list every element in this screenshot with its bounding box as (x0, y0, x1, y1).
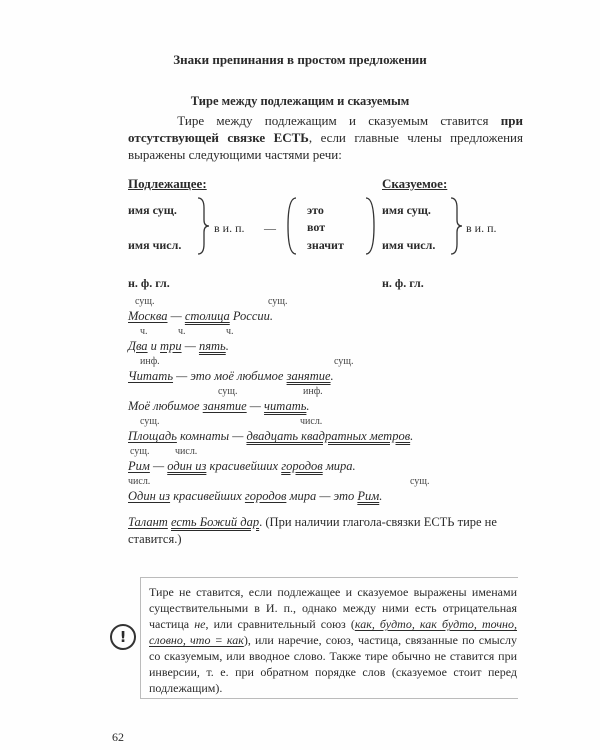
exlast-subject: Талант (128, 515, 168, 529)
example-5 (128, 429, 413, 444)
example-6 (128, 459, 356, 474)
example-1-label-1: сущ. (135, 296, 155, 307)
ex7-subject: Один из (128, 489, 171, 503)
example-6-label-2: числ. (175, 446, 198, 457)
example-1-label-2: сущ. (268, 296, 288, 307)
note-part-1: Тире не ставится, если подлежащее и сказуемое выражены именами существительными в И. п., однако между ними есть отрицательная частица (149, 585, 517, 631)
exlast-comment: . (При наличии глагола-связки ЕСТЬ тире не ставится.) (128, 515, 497, 546)
left-brace-icon (196, 196, 210, 256)
example-7-label-2: сущ. (410, 476, 430, 487)
example-4-label-2: инф. (303, 386, 323, 397)
middle-item-znachit: значит (307, 238, 344, 252)
warning-icon: ! (110, 624, 136, 650)
subsection-title: Тире между подлежащим и сказуемым (190, 94, 410, 108)
ex4-predicate: читать (264, 399, 307, 413)
example-2-label-2: ч. (178, 326, 186, 337)
ex4-subject: занятие (202, 399, 247, 413)
ex5-mid: комнаты — (176, 429, 247, 443)
left-item-noun: имя сущ. (128, 203, 177, 217)
ex5-subject: Площадь (128, 429, 177, 443)
ex1-predicate: столица (184, 309, 230, 323)
example-4-label-1: сущ. (218, 386, 238, 397)
intro-bold: при отсутствующей связке ЕСТЬ (128, 113, 524, 145)
example-1 (128, 309, 273, 324)
ex2-s2: три (160, 339, 182, 353)
ex6-end: мира. (322, 459, 356, 473)
intro-text-2: , если главные члены предложения выражены следующими частями речи: (128, 130, 523, 162)
left-paren-icon (286, 196, 298, 256)
example-5-label-1: сущ. (140, 416, 160, 427)
middle-item-eto: это (307, 203, 324, 217)
left-case-label (214, 221, 245, 236)
left-extra: н. ф. гл. (128, 276, 170, 290)
ex3-end: . (330, 369, 334, 383)
example-3 (128, 369, 334, 384)
predicate-header: Сказуемое: (382, 176, 448, 191)
ex2-and: и (147, 339, 161, 353)
ex7-cities: городов (244, 489, 287, 503)
exlast-predicate: есть Божий дар (170, 515, 260, 529)
ex5-predicate: двадцать квадратных метров (246, 429, 411, 443)
example-2 (128, 339, 229, 354)
example-5-label-2: числ. (300, 416, 323, 427)
example-3-label-2: сущ. (334, 356, 354, 367)
page-number: 62 (112, 730, 124, 744)
example-2-label-3: ч. (226, 326, 234, 337)
note-part-3: ), или наречие, союз, частица, связанные по смыслу со сказуемым, или вводное слово. Также тире обычно не ставится при инверсии, т. е. при обратном порядке слов (сказуемое стоит перед подлежащим). (149, 633, 517, 695)
right-item-numeral: имя числ. (382, 238, 436, 252)
example-2-label-1: ч. (140, 326, 148, 337)
ex6-subject: Рим (128, 459, 150, 473)
example-4 (128, 399, 310, 414)
ex1-rest: России. (229, 309, 274, 323)
ex1-subject: Москва (128, 309, 168, 323)
example-7-label-1: числ. (128, 476, 151, 487)
ex2-end: . (225, 339, 229, 353)
ex3-subject: Читать (128, 369, 174, 383)
note-text (149, 584, 517, 696)
section-title: Знаки препинания в простом предложении (173, 52, 427, 67)
intro-text-1: Тире между подлежащим и сказуемым ставится (177, 113, 501, 128)
ex7-end: . (379, 489, 383, 503)
middle-item-vot: вот (307, 220, 326, 234)
example-7 (128, 489, 382, 504)
ex4-dash: — (246, 399, 265, 413)
note-ne: не (194, 617, 206, 631)
ex7-predicate: Рим (357, 489, 380, 503)
ex6-predicate: один из (167, 459, 207, 473)
example-last (128, 514, 523, 548)
left-case: в и. п. (214, 221, 245, 235)
ex2-predicate: пять (198, 339, 226, 353)
left-item-numeral: имя числ. (128, 238, 182, 252)
ex7-mid: красивейших (170, 489, 245, 503)
right-paren-icon (364, 196, 376, 256)
right-item-noun: имя сущ. (382, 203, 431, 217)
example-6-label-1: сущ. (130, 446, 150, 457)
scheme-dash: — (264, 221, 276, 235)
intro-paragraph (128, 112, 523, 163)
note-part-2: , или сравнительный союз ( (205, 617, 355, 631)
ex7-mid2: мира — это (286, 489, 358, 503)
ex6-cities: городов (281, 459, 323, 473)
ex4-end: . (306, 399, 310, 413)
ex3-mid: — это моё любимое (173, 369, 287, 383)
ex2-s1: Два (128, 339, 148, 353)
right-case: в и. п. (466, 221, 497, 235)
ex2-dash: — (181, 339, 199, 353)
example-3-label-1: инф. (140, 356, 160, 367)
note-conjunctions: как, будто, как будто, точно, словно, что = как (149, 617, 518, 647)
right-extra: н. ф. гл. (382, 276, 424, 290)
ex3-predicate: занятие (286, 369, 331, 383)
right-brace-icon (449, 196, 463, 256)
ex6-dash: — (149, 459, 168, 473)
ex4-start: Моё любимое (128, 399, 203, 413)
ex1-dash: — (167, 309, 185, 323)
ex5-end: . (410, 429, 414, 443)
subject-header: Подлежащее: (128, 176, 207, 191)
ex6-mid: красивейших (206, 459, 282, 473)
